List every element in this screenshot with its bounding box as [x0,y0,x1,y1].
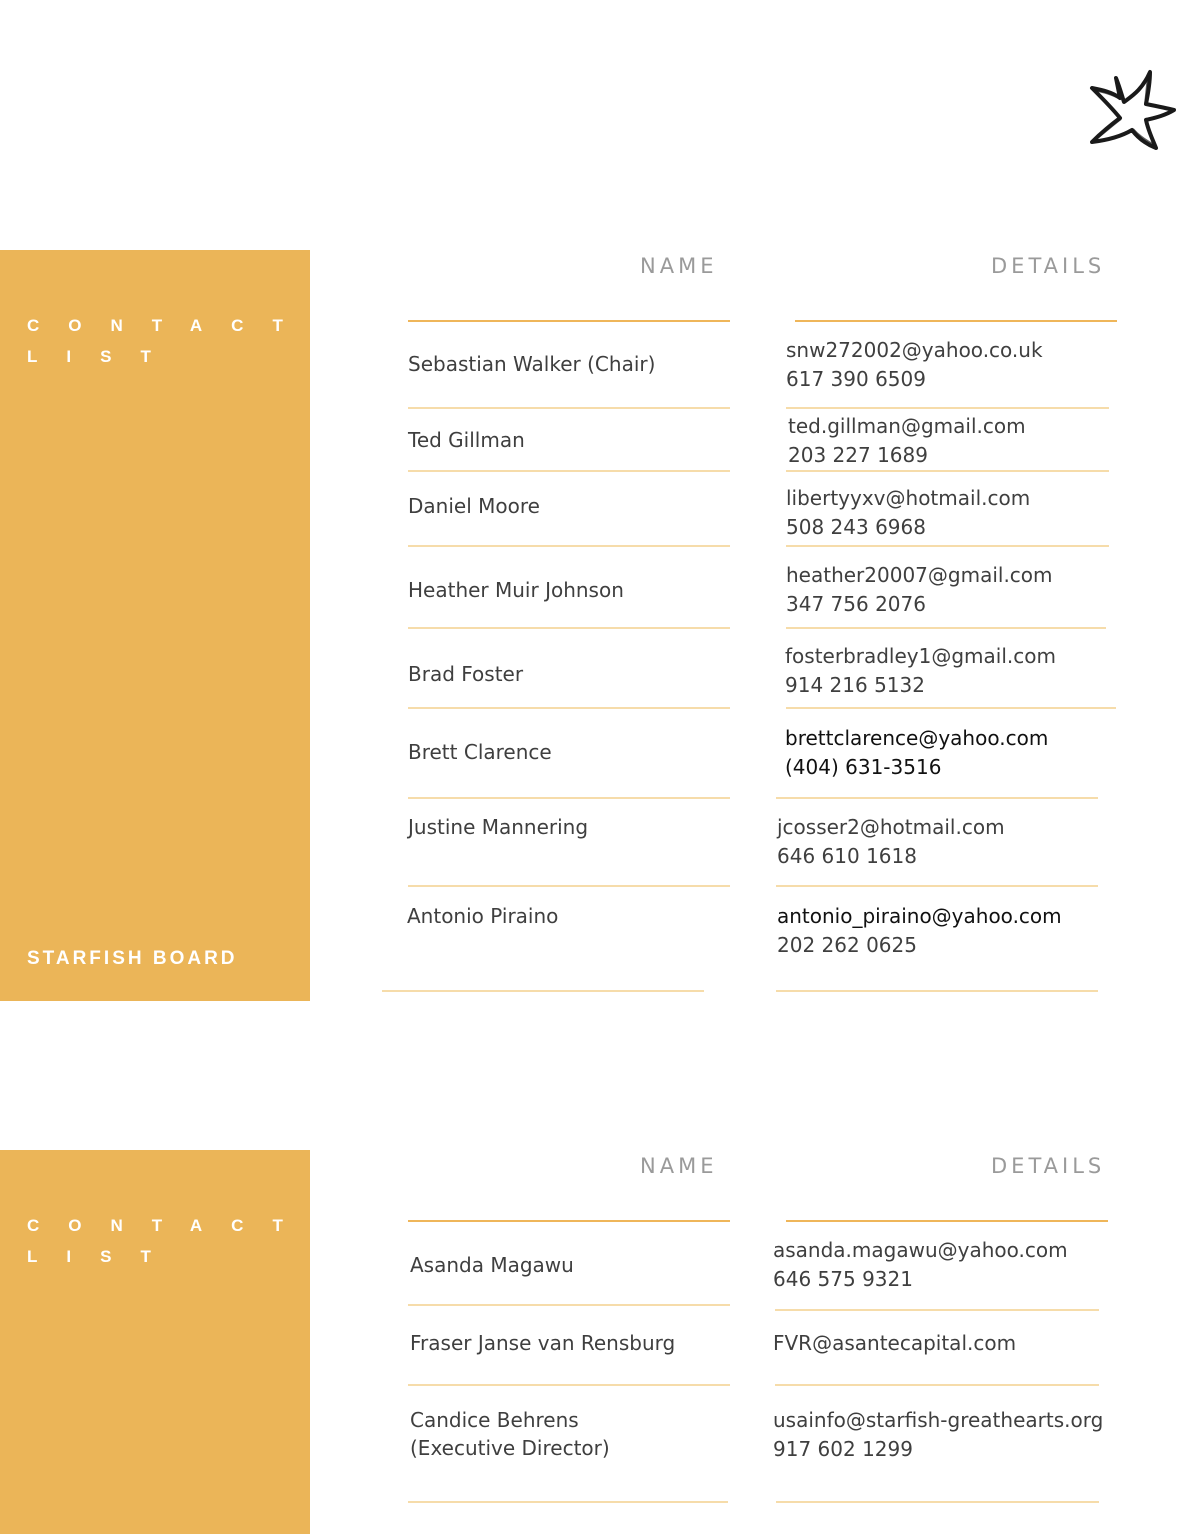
divider [408,1220,730,1222]
contact-email[interactable]: usainfo@starfish-greathearts.org [773,1408,1104,1432]
panel-title [27,1210,327,1272]
divider [408,470,730,472]
contact-phone: 347 756 2076 [786,592,926,616]
starfish-icon [1086,66,1178,152]
contact-name: Antonio Piraino [407,904,559,928]
divider [786,627,1106,629]
divider [408,797,730,799]
divider [408,627,730,629]
contact-name: Candice Behrens (Executive Director) [410,1408,610,1460]
contact-email[interactable]: ted.gillman@gmail.com [788,414,1026,438]
panel-title-line2: LIST [27,347,180,366]
contact-name: Brad Foster [408,662,524,686]
divider [776,1501,1099,1503]
contact-details [785,642,1056,700]
contact-details [773,1406,1103,1464]
contact-phone: 617 390 6509 [786,367,926,391]
contact-name: Asanda Magawu [410,1253,574,1277]
contact-email[interactable]: antonio_piraino@yahoo.com [777,904,1062,928]
contact-details [788,412,1026,470]
contact-email[interactable]: fosterbradley1@gmail.com [785,644,1056,668]
panel-title [27,310,327,372]
panel-title-line1: CONTACT [27,1216,312,1235]
panel-footer: STARFISH BOARD [27,948,238,969]
contact-phone: 203 227 1689 [788,443,928,467]
contact-name: Justine Mannering [408,815,589,839]
section2-panel [0,1150,310,1534]
divider [776,990,1098,992]
contact-name: Heather Muir Johnson [408,578,624,602]
divider [775,1384,1099,1386]
divider [786,707,1116,709]
contact-phone: 646 610 1618 [777,844,917,868]
contact-email[interactable]: libertyyxv@hotmail.com [786,486,1031,510]
divider [408,545,730,547]
contact-name: Ted Gillman [408,428,525,452]
contact-phone: 202 262 0625 [777,933,917,957]
contact-phone: (404) 631-3516 [785,755,942,779]
contact-details [786,484,1030,542]
contact-name: Fraser Janse van Rensburg [410,1331,676,1355]
contact-name: Sebastian Walker (Chair) [408,352,656,376]
divider [382,990,704,992]
divider [795,320,1117,322]
contact-details [773,1329,1016,1358]
details-column-header: DETAILS [991,254,1106,278]
divider [408,1384,730,1386]
divider [775,1309,1099,1311]
divider [408,320,730,322]
divider [408,407,730,409]
divider [776,885,1098,887]
contact-details [773,1236,1068,1294]
contact-email[interactable]: FVR@asantecapital.com [773,1331,1017,1355]
details-column-header: DETAILS [991,1154,1106,1178]
contact-email[interactable]: heather20007@gmail.com [786,563,1053,587]
contact-phone: 914 216 5132 [785,673,925,697]
contact-phone: 917 602 1299 [773,1437,913,1461]
divider [408,1304,730,1306]
panel-title-line1: CONTACT [27,316,312,335]
name-column-header: NAME [640,1154,718,1178]
contact-email[interactable]: asanda.magawu@yahoo.com [773,1238,1068,1262]
panel-title-line2: LIST [27,1247,180,1266]
name-column-header: NAME [640,254,718,278]
contact-details [777,813,1005,871]
divider [408,1501,728,1503]
contact-name: Daniel Moore [408,494,540,518]
contact-details [785,724,1048,782]
contact-name: Brett Clarence [408,740,552,764]
divider [408,707,730,709]
contact-details [777,902,1062,960]
contact-details [786,561,1053,619]
contact-email[interactable]: jcosser2@hotmail.com [777,815,1005,839]
divider [776,797,1098,799]
divider [786,470,1109,472]
contact-details [786,336,1043,394]
section1-panel [0,250,310,1001]
contact-phone: 646 575 9321 [773,1267,913,1291]
divider [786,407,1109,409]
contact-phone: 508 243 6968 [786,515,926,539]
contact-email[interactable]: snw272002@yahoo.co.uk [786,338,1043,362]
contact-email[interactable]: brettclarence@yahoo.com [785,726,1049,750]
divider [786,1220,1108,1222]
divider [786,545,1109,547]
divider [408,885,730,887]
